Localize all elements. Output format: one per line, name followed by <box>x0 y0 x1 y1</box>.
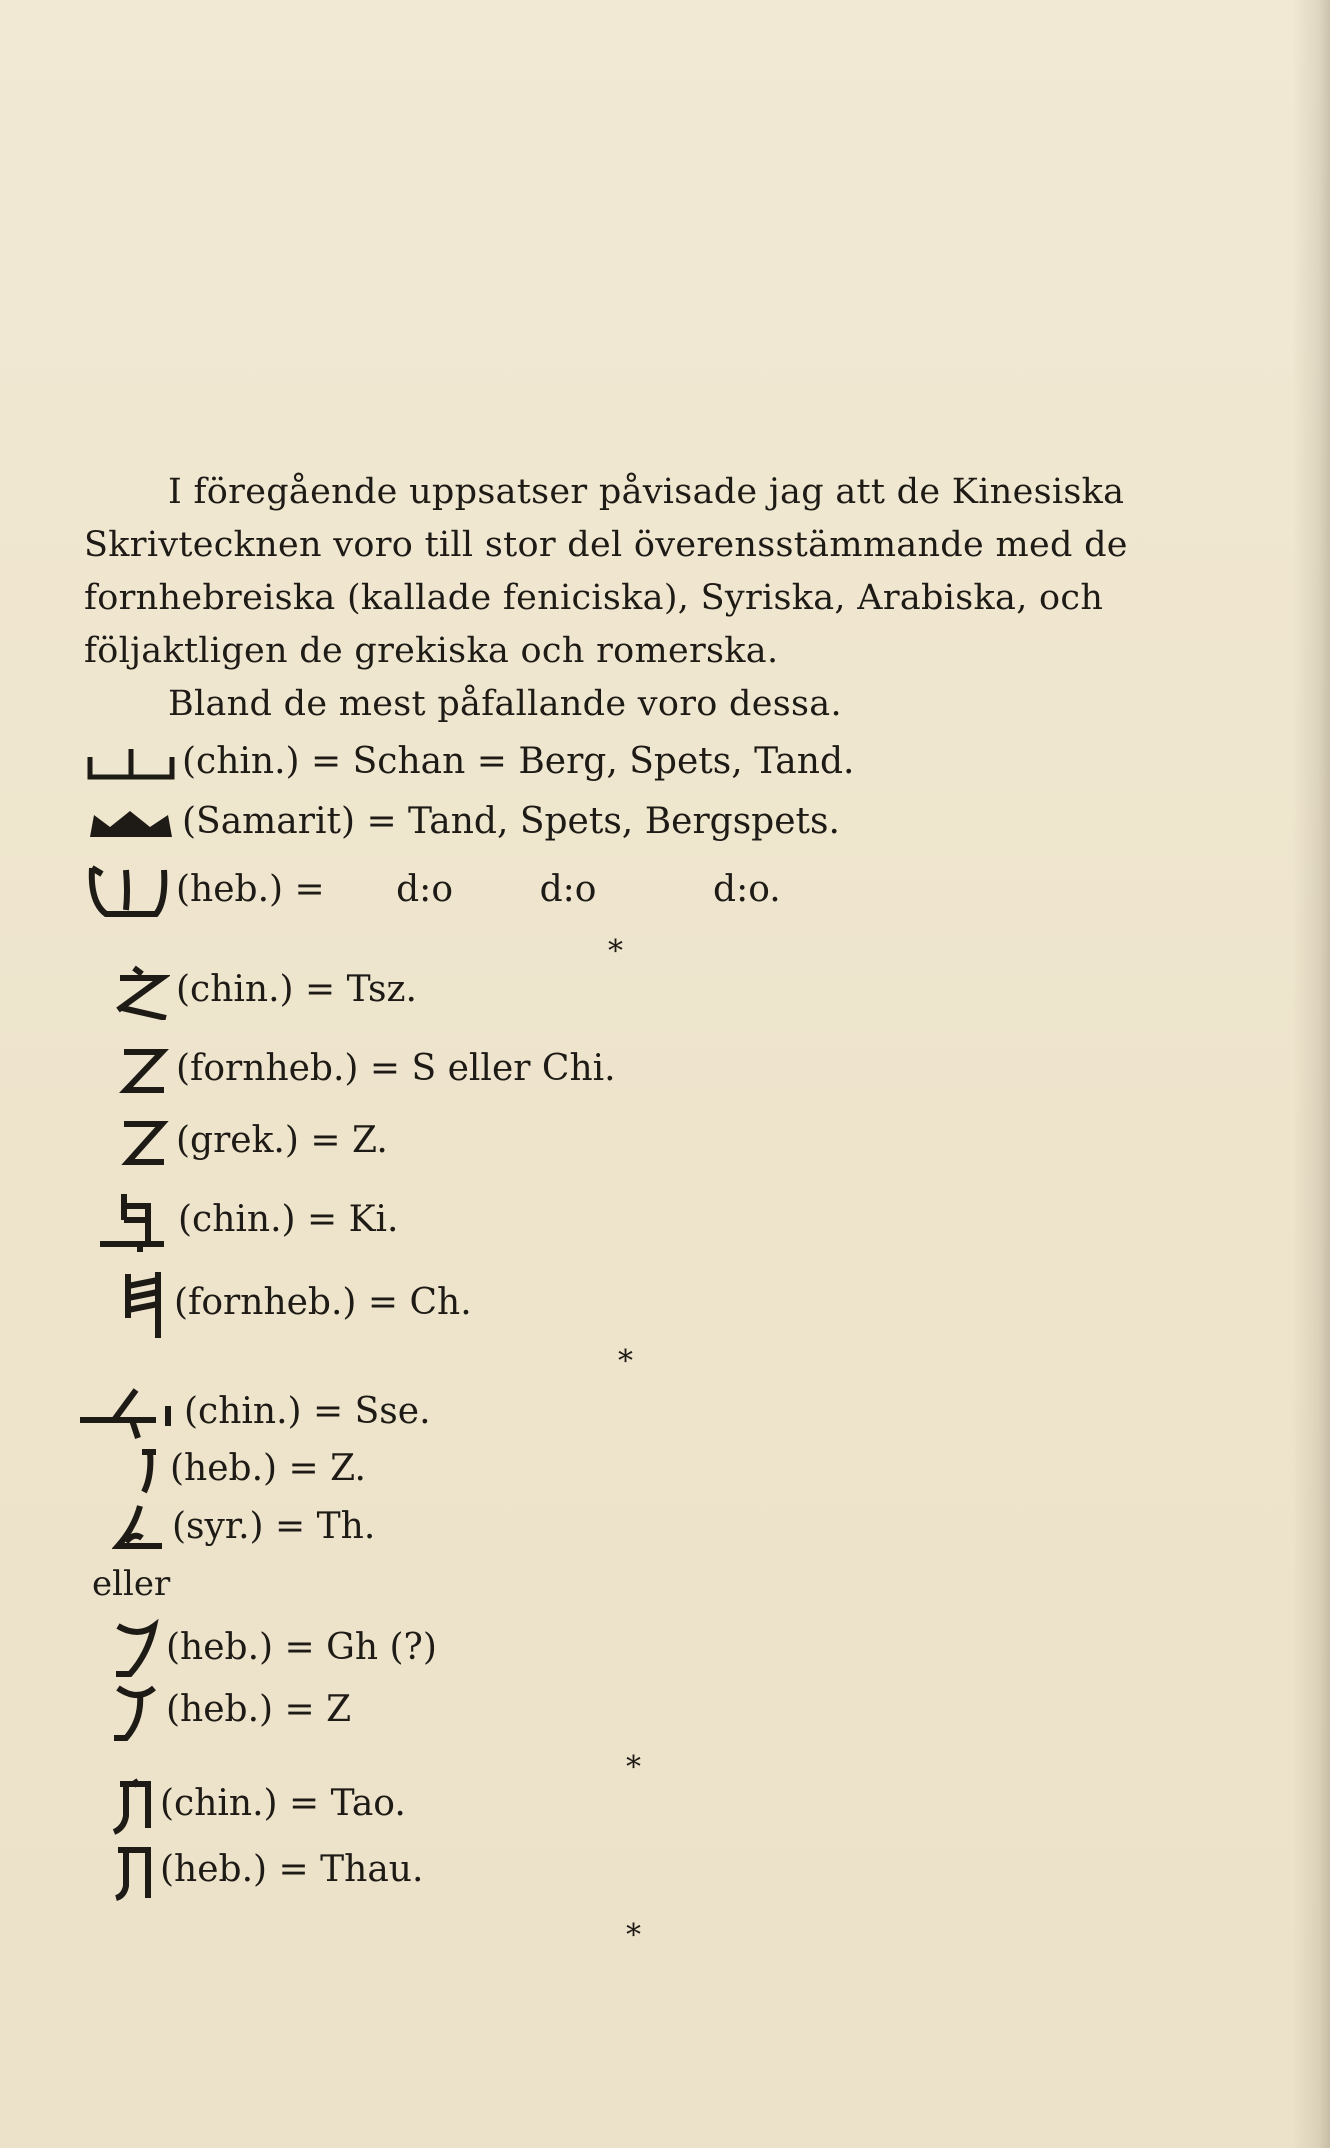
glyph-row <box>86 740 854 784</box>
glyph-meaning: (chin.) = Schan = Berg, Spets, Tand. <box>182 741 855 782</box>
glyph-meaning: (chin.) = Tao. <box>160 1783 406 1824</box>
glyph-meaning: (heb.) = Z. <box>170 1448 366 1489</box>
ditto-mark: d:o <box>539 869 597 910</box>
section-separator: * <box>626 1918 641 1953</box>
intro-line: följaktligen de grekiska och romerska. <box>84 631 779 671</box>
glyph-row <box>86 800 840 844</box>
page-edge-shadow <box>1292 0 1330 2148</box>
glyph-row <box>116 1116 388 1170</box>
glyph-meaning: (heb.) = Gh (?) <box>166 1627 437 1668</box>
section-separator: * <box>626 1750 641 1785</box>
teth-syriac-glyph <box>112 1502 166 1556</box>
glyph-meaning: (chin.) = Tsz. <box>176 969 417 1010</box>
crown-samaritan-glyph <box>86 807 176 841</box>
glyph-row <box>120 1268 472 1342</box>
glyph-meaning: (heb.) = Thau. <box>160 1849 424 1890</box>
glyph-meaning: (grek.) = Z. <box>176 1120 388 1161</box>
zayin-hebrew-glyph <box>134 1446 164 1496</box>
intro-line: I föregående uppsatser påvisade jag att de Kinesiska <box>168 472 1125 512</box>
glyph-row <box>134 1446 366 1496</box>
glyph-meaning: (Samarit) = Tand, Spets, Bergspets. <box>182 801 840 842</box>
glyph-row <box>110 1842 423 1902</box>
tao-chinese-glyph <box>110 1776 154 1836</box>
glyph-row <box>112 1680 351 1744</box>
zeta-greek-glyph <box>116 1116 170 1170</box>
glyph-meaning: (heb.) = Z <box>166 1689 352 1730</box>
intro-paragraph <box>84 466 1184 731</box>
ditto-mark: d:o. <box>713 869 781 910</box>
glyph-row <box>116 1044 616 1098</box>
mountain-chinese-glyph <box>86 747 176 781</box>
glyph-row <box>76 1386 431 1442</box>
glyph-row <box>110 1776 406 1836</box>
section-separator: * <box>618 1344 633 1379</box>
glyph-row <box>110 964 417 1020</box>
z-phoenician-glyph <box>116 1044 170 1098</box>
glyph-meaning: (chin.) = Ki. <box>178 1199 399 1240</box>
heth-phoenician-glyph <box>120 1268 168 1342</box>
intro-line: Bland de mest påfallande voro dessa. <box>168 684 842 724</box>
glyph-row <box>96 1190 398 1254</box>
ki-chinese-glyph <box>96 1190 172 1254</box>
shin-hebrew-glyph <box>86 862 170 922</box>
sse-chinese-glyph <box>76 1386 178 1442</box>
glyph-meaning: (heb.) = <box>176 869 325 910</box>
eller-label: eller <box>92 1564 171 1604</box>
ditto-mark: d:o <box>396 869 453 910</box>
glyph-row <box>112 1618 437 1682</box>
section-separator: * <box>608 934 623 969</box>
tav-hebrew-glyph <box>110 1842 154 1902</box>
glyph-meaning: (chin.) = Sse. <box>184 1391 431 1432</box>
intro-line: fornhebreiska (kallade feniciska), Syriska, Arabiska, och <box>84 578 1104 618</box>
glyph-meaning: (fornheb.) = S eller Chi. <box>176 1048 616 1089</box>
glyph-meaning: (fornheb.) = Ch. <box>174 1282 472 1323</box>
glyph-row <box>86 862 781 922</box>
tsadi-hebrew-glyph <box>112 1680 160 1744</box>
tsz-chinese-glyph <box>110 964 170 1020</box>
glyph-meaning: (syr.) = Th. <box>172 1506 376 1547</box>
ayin-hebrew-glyph <box>112 1618 160 1682</box>
glyph-row <box>112 1502 375 1556</box>
intro-line: Skrivtecknen voro till stor del överensstämmande med de <box>84 525 1128 565</box>
